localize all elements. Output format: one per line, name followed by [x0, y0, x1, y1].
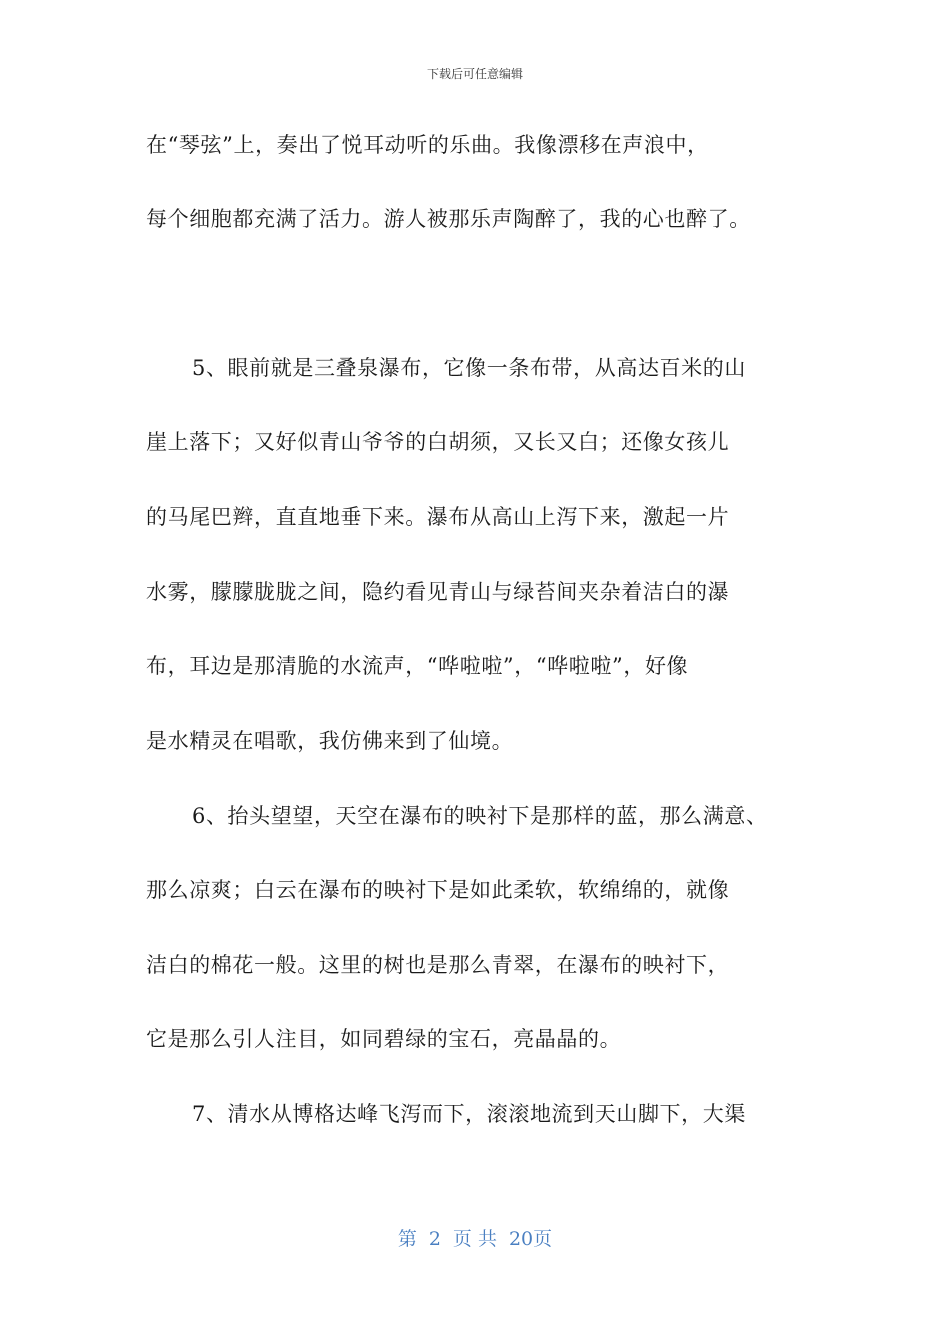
text-line-3: 5、眼前就是三叠泉瀑布，它像一条布带，从高达百米的山 [192, 356, 746, 380]
footer-prefix: 第 [397, 1228, 417, 1250]
page-header: 下载后可任意编辑 [426, 67, 523, 81]
footer-page-number: 2 [428, 1228, 441, 1250]
text-line-4: 崖上落下；又好似青山爷爷的白胡须，又长又白；还像女孩儿 [146, 430, 730, 454]
footer-total-pages: 20 [508, 1228, 534, 1250]
text-line-6: 水雾，朦朦胧胧之间，隐约看见青山与绿苔间夹杂着洁白的瀑 [146, 580, 730, 604]
text-line-10: 那么凉爽；白云在瀑布的映衬下是如此柔软，软绵绵的，就像 [146, 878, 730, 902]
text-line-2: 每个细胞都充满了活力。游人被那乐声陶醉了，我的心也醉了。 [146, 207, 751, 231]
footer-suffix: 页 [533, 1228, 553, 1250]
footer-middle: 页 共 [452, 1228, 497, 1250]
text-line-5: 的马尾巴辫，直直地垂下来。瀑布从高山上泻下来，激起一片 [146, 505, 730, 529]
text-line-11: 洁白的棉花一般。这里的树也是那么青翠，在瀑布的映衬下， [146, 953, 730, 977]
text-line-7: 布，耳边是那清脆的水流声，“哗啦啦”，“哗啦啦”，好像 [146, 654, 689, 678]
text-line-8: 是水精灵在唱歌，我仿佛来到了仙境。 [146, 729, 514, 753]
text-line-12: 它是那么引人注目，如同碧绿的宝石，亮晶晶的。 [146, 1027, 622, 1051]
text-line-1: 在“琴弦”上，奏出了悦耳动听的乐曲。我像漂移在声浪中， [146, 133, 709, 157]
page-footer [0, 1226, 950, 1252]
text-line-13: 7、清水从博格达峰飞泻而下，滚滚地流到天山脚下，大渠 [192, 1102, 746, 1126]
text-line-9: 6、抬头望望，天空在瀑布的映衬下是那样的蓝，那么满意、 [192, 804, 768, 828]
